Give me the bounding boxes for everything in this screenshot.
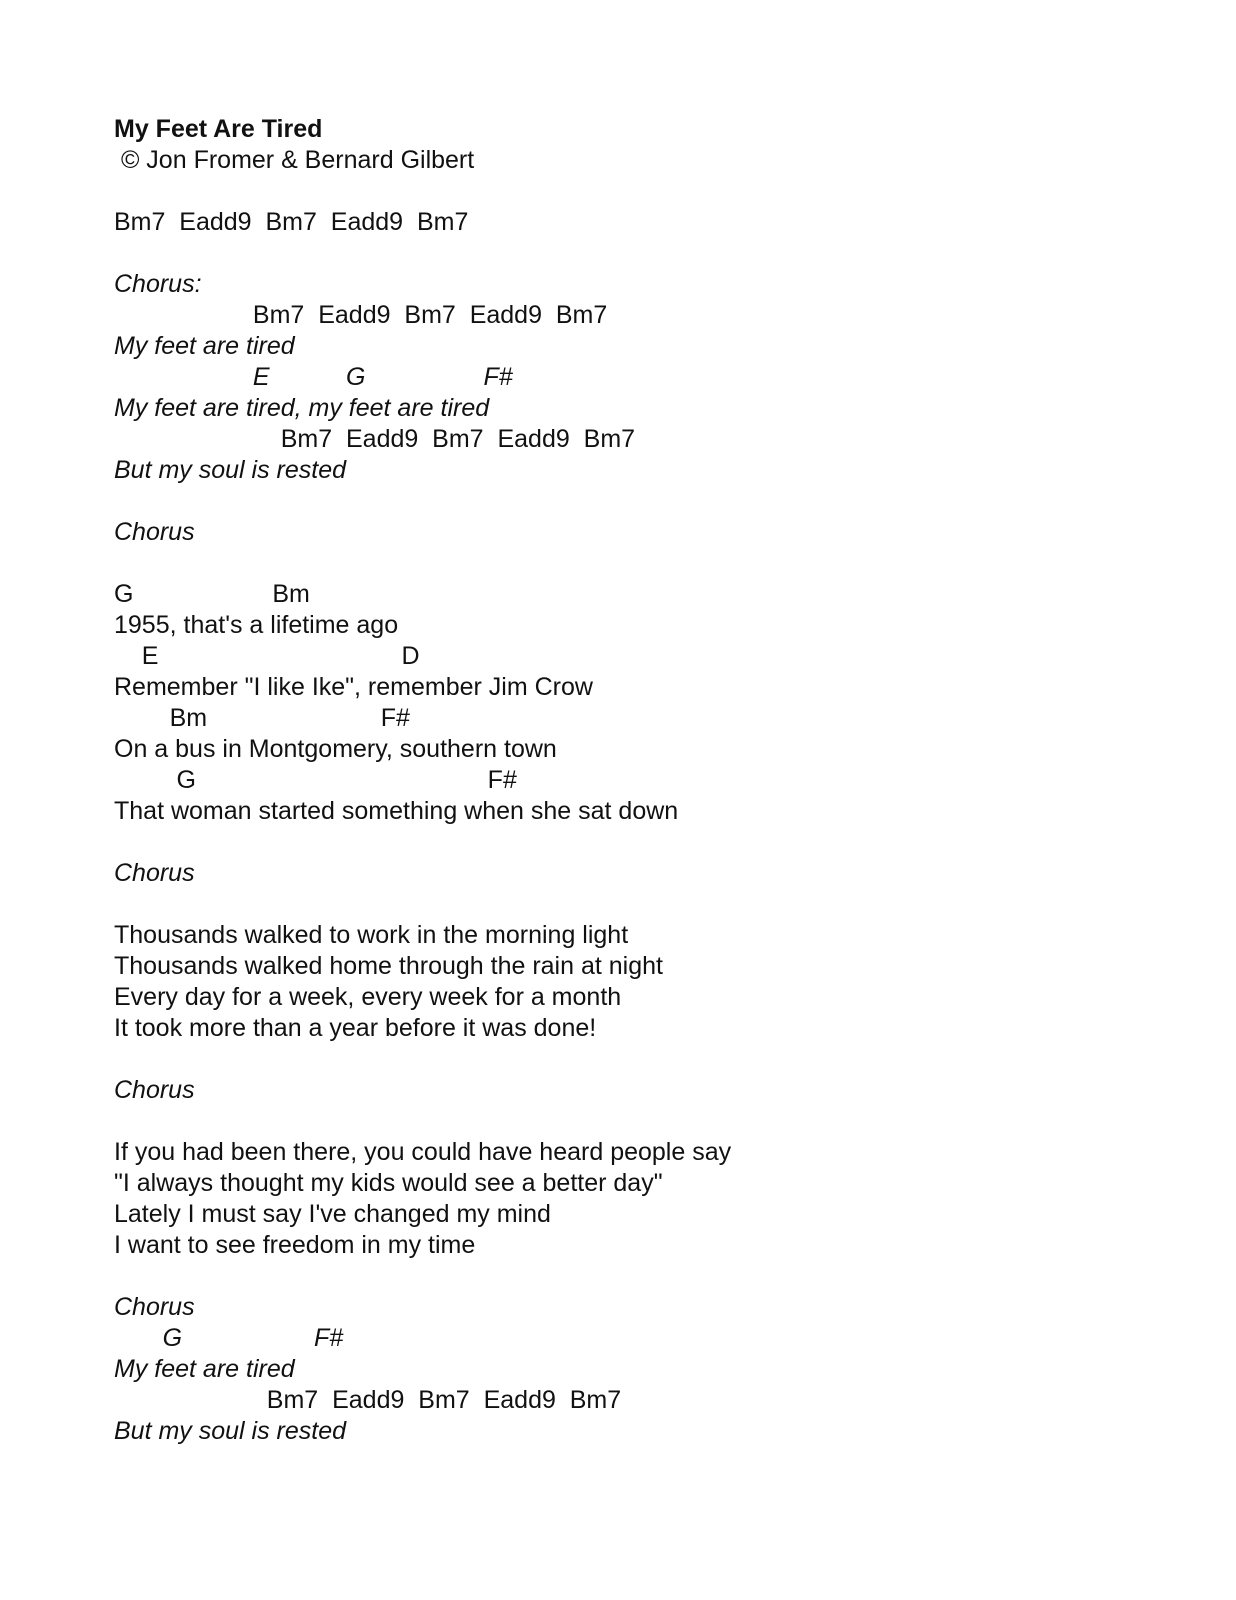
lyric-line: 1955, that's a lifetime ago [114, 611, 399, 639]
lyric-line: But my soul is rested [114, 456, 347, 484]
chord-line: G F# [114, 766, 517, 794]
lyric-line: My feet are tired [114, 1355, 295, 1383]
chord-line: Bm7 Eadd9 Bm7 Eadd9 Bm7 [114, 425, 636, 453]
chord-line: G Bm [114, 580, 310, 608]
chorus-heading: Chorus: [114, 270, 202, 298]
lyric-line: Remember "I like Ike", remember Jim Crow [114, 673, 593, 701]
lyric-line: Lately I must say I've changed my mind [114, 1200, 551, 1228]
chorus-marker: Chorus [114, 1076, 195, 1104]
lyric-line: Thousands walked home through the rain at night [114, 952, 663, 980]
lyric-line: It took more than a year before it was done! [114, 1014, 597, 1042]
lyric-line: Thousands walked to work in the morning light [114, 921, 629, 949]
song-title: My Feet Are Tired [114, 115, 323, 143]
chord-line: Bm F# [114, 704, 410, 732]
lyric-line: On a bus in Montgomery, southern town [114, 735, 557, 763]
lyric-line: But my soul is rested [114, 1417, 347, 1445]
chorus-marker: Chorus [114, 518, 195, 546]
lyric-line: I want to see freedom in my time [114, 1231, 476, 1259]
chorus-marker: Chorus [114, 859, 195, 887]
song-credit: © Jon Fromer & Bernard Gilbert [114, 146, 475, 174]
chord-line: G F# [114, 1324, 344, 1352]
lyric-line: If you had been there, you could have heard people say [114, 1138, 732, 1166]
lyric-line: "I always thought my kids would see a better day" [114, 1169, 663, 1197]
chord-line: E D [114, 642, 420, 670]
chord-line: Bm7 Eadd9 Bm7 Eadd9 Bm7 [114, 1386, 622, 1414]
lyric-line: That woman started something when she sat down [114, 797, 679, 825]
lyric-line: Every day for a week, every week for a month [114, 983, 622, 1011]
chord-line: E G F# [114, 363, 513, 391]
lyric-line: My feet are tired, my feet are tired [114, 394, 490, 422]
lyric-line: My feet are tired [114, 332, 295, 360]
intro-chord-line: Bm7 Eadd9 Bm7 Eadd9 Bm7 [114, 208, 469, 236]
chorus-marker: Chorus [114, 1293, 195, 1321]
chord-line: Bm7 Eadd9 Bm7 Eadd9 Bm7 [114, 301, 608, 329]
